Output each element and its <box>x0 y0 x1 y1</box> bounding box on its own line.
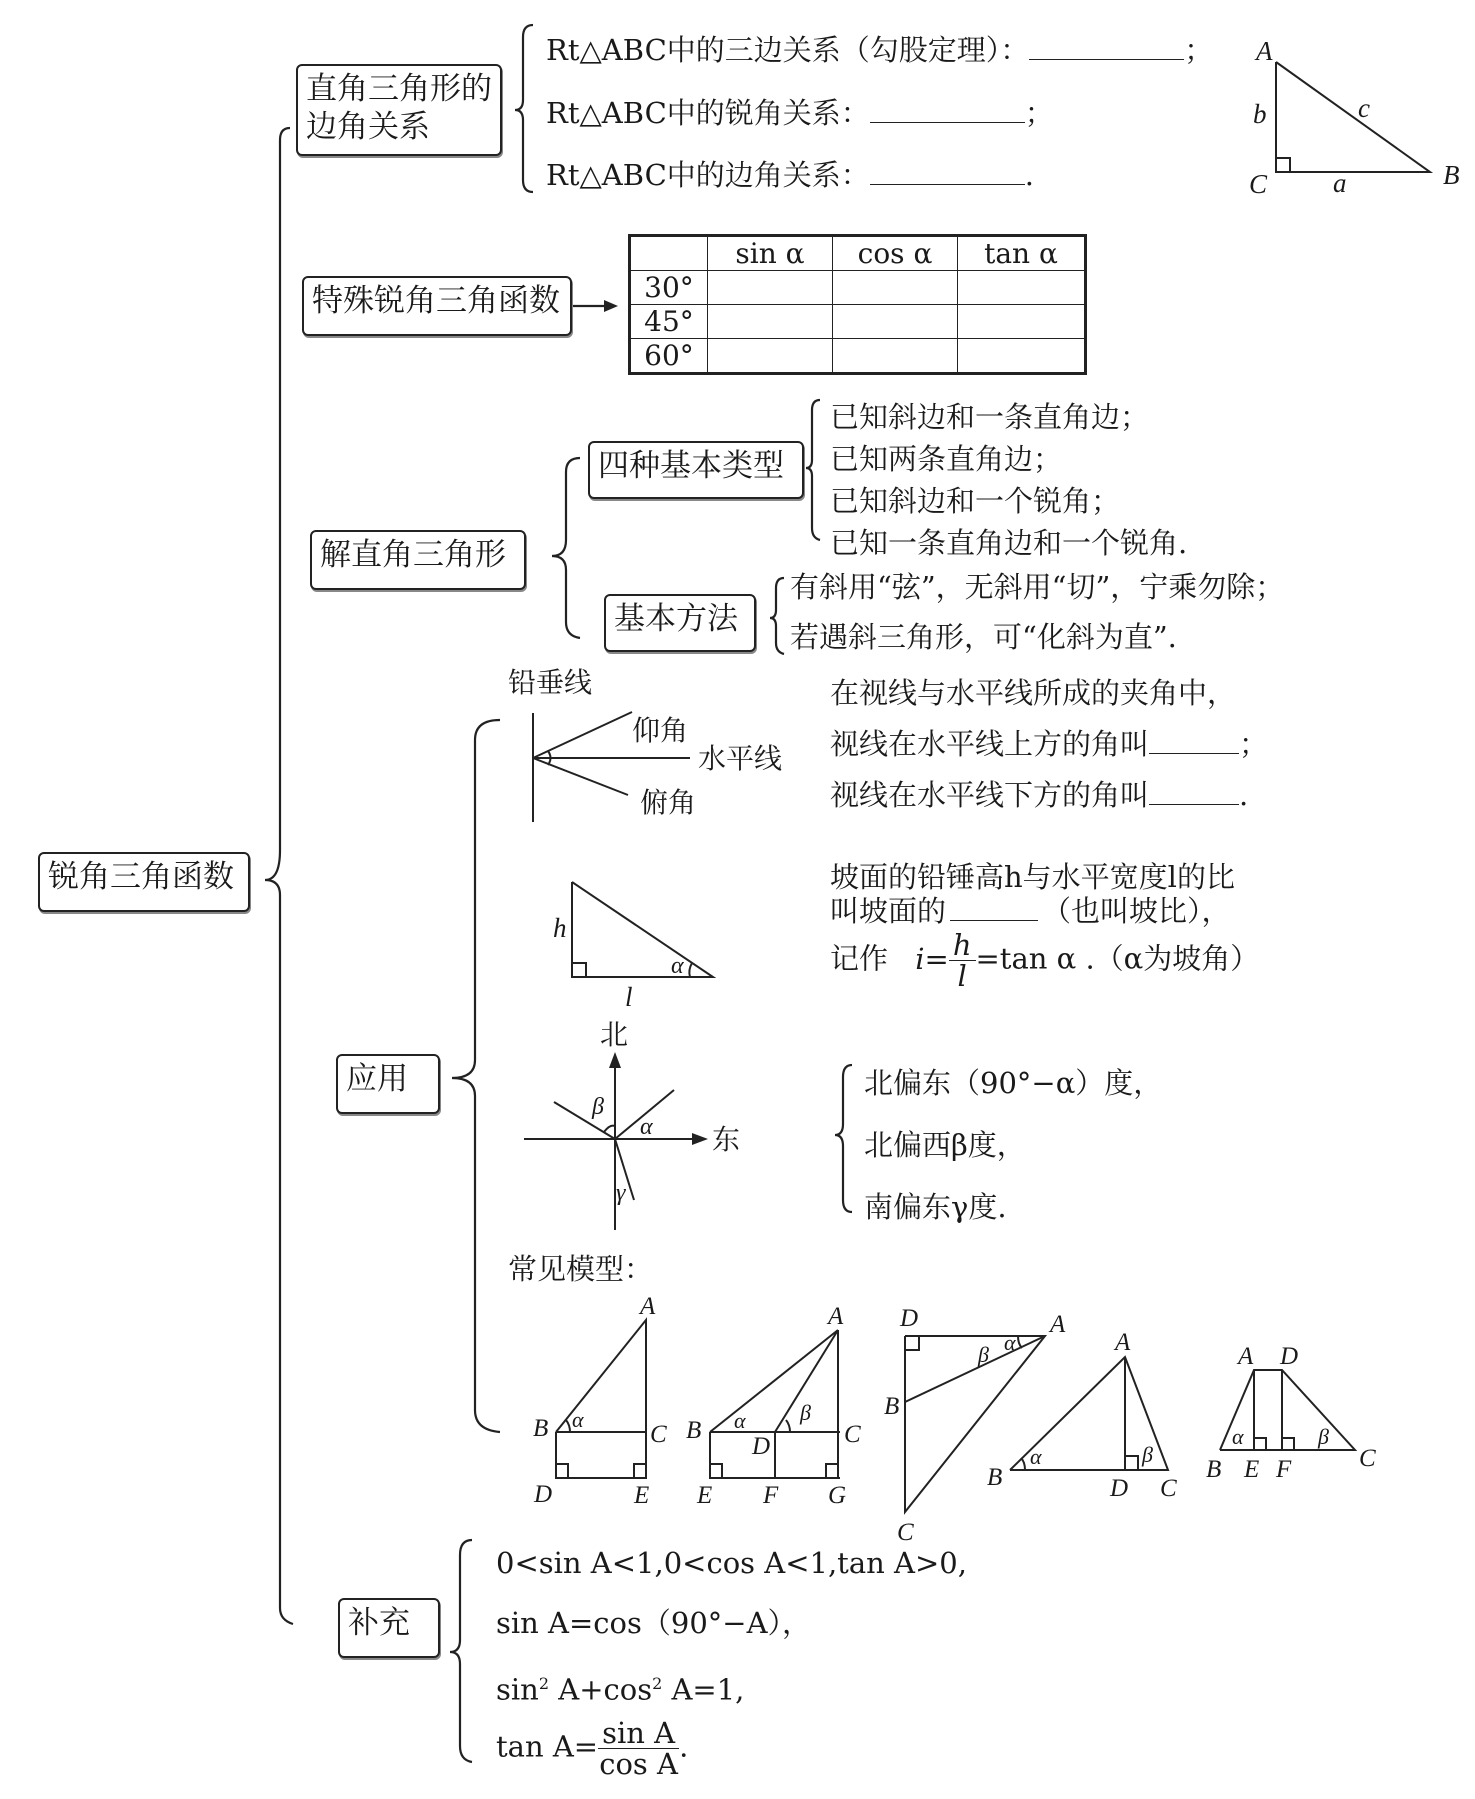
tan-fraction: $\frac{\text{sin A}}{\text{cos A}}$ <box>599 1716 678 1781</box>
tri-label-A: A <box>1256 36 1273 66</box>
sec3-bracket <box>552 458 580 638</box>
tri-label-b: b <box>1253 99 1267 129</box>
angle-text-3: 视线在水平线下方的角叫 . <box>830 778 1249 812</box>
sec1-line2: Rt△ABC中的锐角关系： ； <box>546 96 1054 130</box>
m3-C: C <box>897 1519 914 1546</box>
m3-B: B <box>884 1393 900 1420</box>
east-arrow-head <box>692 1133 708 1145</box>
tri-label-a: a <box>1333 168 1347 198</box>
trig-row-30 <box>630 271 1086 305</box>
m4-beta: β <box>1142 1442 1153 1467</box>
m4-B: B <box>987 1464 1003 1491</box>
type-item-2: 已知两条直角边； <box>830 442 1063 476</box>
m4-A: A <box>1115 1329 1131 1356</box>
formula-1: 0<sin A<1,0<cos A<1,tan A>0, <box>496 1546 967 1580</box>
trig-header-tan: tan α <box>958 236 1086 271</box>
trig-angle-30: 30° <box>630 271 708 305</box>
m1-B: B <box>533 1415 549 1442</box>
m2-B: B <box>686 1417 702 1444</box>
m1-A: A <box>640 1293 656 1320</box>
dir-beta-label: β <box>592 1094 604 1120</box>
dir-gamma-label: γ <box>616 1180 626 1206</box>
dir-alpha-label: α <box>640 1114 653 1140</box>
m2-F: F <box>763 1482 779 1509</box>
slope-alpha-label: α <box>671 953 684 979</box>
sec2-title-box: 特殊锐角三角函数 <box>302 276 572 336</box>
slope-text-2: 叫坡面的 （也叫坡比）， <box>830 894 1231 928</box>
method-title-box: 基本方法 <box>604 594 756 652</box>
m1-C: C <box>650 1421 667 1448</box>
angle-text-2: 视线在水平线上方的角叫 ； <box>830 727 1269 761</box>
m3-beta: β <box>978 1342 989 1367</box>
trig-row-45 <box>630 305 1086 339</box>
dir-text-3: 南偏东γ度. <box>864 1190 1007 1224</box>
m1-E: E <box>634 1482 650 1509</box>
methods-bracket <box>770 578 784 654</box>
angle-depr-label: 俯角 <box>640 788 697 819</box>
sec1-line1: Rt△ABC中的三边关系（勾股定理）： ； <box>546 33 1214 67</box>
root-node: 锐角三角函数 <box>38 852 250 912</box>
trig-header-sin: sin α <box>708 236 833 271</box>
sec4-title-box: 应用 <box>336 1054 440 1114</box>
main-bracket <box>265 128 293 1624</box>
tri-label-C: C <box>1249 169 1268 199</box>
m2-A: A <box>828 1303 844 1330</box>
m4-D: D <box>1110 1475 1129 1502</box>
m5-B: B <box>1206 1456 1222 1483</box>
m2-G: G <box>828 1482 847 1509</box>
dir-bracket <box>835 1065 852 1212</box>
m4-C: C <box>1160 1475 1177 1502</box>
angle-text-1: 在视线与水平线所成的夹角中， <box>830 676 1237 710</box>
sec1-title-box <box>296 64 502 156</box>
method-item-1: 有斜用“弦”，无斜用“切”，宁乘勿除； <box>790 570 1285 604</box>
model-1 <box>556 1320 646 1478</box>
direction-figure <box>524 1060 700 1230</box>
type-item-1: 已知斜边和一条直角边； <box>830 400 1150 434</box>
sec3-title-box: 解直角三角形 <box>310 530 526 590</box>
m5-alpha: α <box>1232 1424 1244 1449</box>
trig-header-blank <box>630 236 708 271</box>
m5-C: C <box>1359 1445 1376 1472</box>
tri-label-c: c <box>1358 93 1370 123</box>
trig-header-row <box>630 236 1086 271</box>
tri-label-B: B <box>1443 160 1460 190</box>
sec1-title-line1: 直角三角形的 <box>306 71 492 107</box>
dir-north-label: 北 <box>600 1020 629 1051</box>
angle-horiz-label: 水平线 <box>698 744 783 775</box>
trig-row-60 <box>630 339 1086 374</box>
types-title-box: 四种基本类型 <box>588 441 804 499</box>
dir-text-1: 北偏东（90°−α）度， <box>864 1066 1163 1100</box>
m3-D: D <box>900 1305 919 1332</box>
type-item-3: 已知斜边和一个锐角； <box>830 484 1121 518</box>
types-bracket <box>806 400 820 540</box>
m1-D: D <box>534 1481 553 1508</box>
sec5-bracket <box>450 1540 472 1762</box>
m1-alpha: α <box>572 1407 584 1432</box>
sec1-title-line2: 边角关系 <box>306 109 430 145</box>
m2-E: E <box>697 1482 713 1509</box>
m5-D: D <box>1280 1343 1299 1370</box>
m5-A: A <box>1238 1343 1254 1370</box>
sec1-line3: Rt△ABC中的边角关系： . <box>546 158 1034 192</box>
north-arrow-head <box>609 1052 621 1068</box>
trig-table <box>628 234 1087 375</box>
m2-beta: β <box>800 1400 811 1425</box>
method-item-2: 若遇斜三角形，可“化斜为直”. <box>790 620 1177 654</box>
angle-elev-label: 仰角 <box>632 716 689 747</box>
m5-E: E <box>1244 1456 1260 1483</box>
m4-alpha: α <box>1030 1444 1042 1469</box>
sec1-bracket <box>515 25 533 192</box>
sec2-arrow-head <box>604 300 618 312</box>
slope-h-label: h <box>553 913 567 943</box>
formula-4: tan A= $\frac{\text{sin A}}{\text{cos A}}$ . <box>496 1716 689 1781</box>
dir-text-2: 北偏西β度， <box>864 1128 1026 1162</box>
slope-text-1: 坡面的铅锤高h与水平宽度l的比 <box>830 860 1235 894</box>
model-2 <box>710 1330 840 1478</box>
slope-text-3: 记作 i= $\frac{h}{l}$ =tan α .（α为坡角） <box>830 928 1260 993</box>
trig-header-cos: cos α <box>833 236 958 271</box>
slope-fraction: $\frac{h}{l}$ <box>949 930 976 991</box>
m3-A: A <box>1050 1311 1066 1338</box>
trig-angle-45: 45° <box>630 305 708 339</box>
sec5-title-box: 补充 <box>338 1598 440 1658</box>
slope-l-label: l <box>625 982 633 1012</box>
angle-plumb-label: 铅垂线 <box>508 668 593 699</box>
m2-alpha: α <box>734 1408 746 1433</box>
slope-figure <box>572 882 713 977</box>
m3-alpha: α <box>1004 1330 1016 1355</box>
m5-beta: β <box>1318 1424 1329 1449</box>
type-item-4: 已知一条直角边和一个锐角. <box>830 526 1188 560</box>
sec4-bracket <box>452 720 500 1432</box>
models-title: 常见模型： <box>508 1252 654 1286</box>
trig-angle-60: 60° <box>630 339 708 374</box>
m2-D: D <box>752 1433 771 1460</box>
dir-east-label: 东 <box>712 1125 741 1156</box>
m5-F: F <box>1276 1456 1292 1483</box>
model-3 <box>905 1336 1045 1512</box>
sec1-triangle <box>1276 62 1430 172</box>
formula-3: $\sin^2 A+\cos^2$ A=1, <box>496 1672 745 1707</box>
formula-2: sin A=cos（90°−A）， <box>496 1606 812 1640</box>
m2-C: C <box>844 1421 861 1448</box>
